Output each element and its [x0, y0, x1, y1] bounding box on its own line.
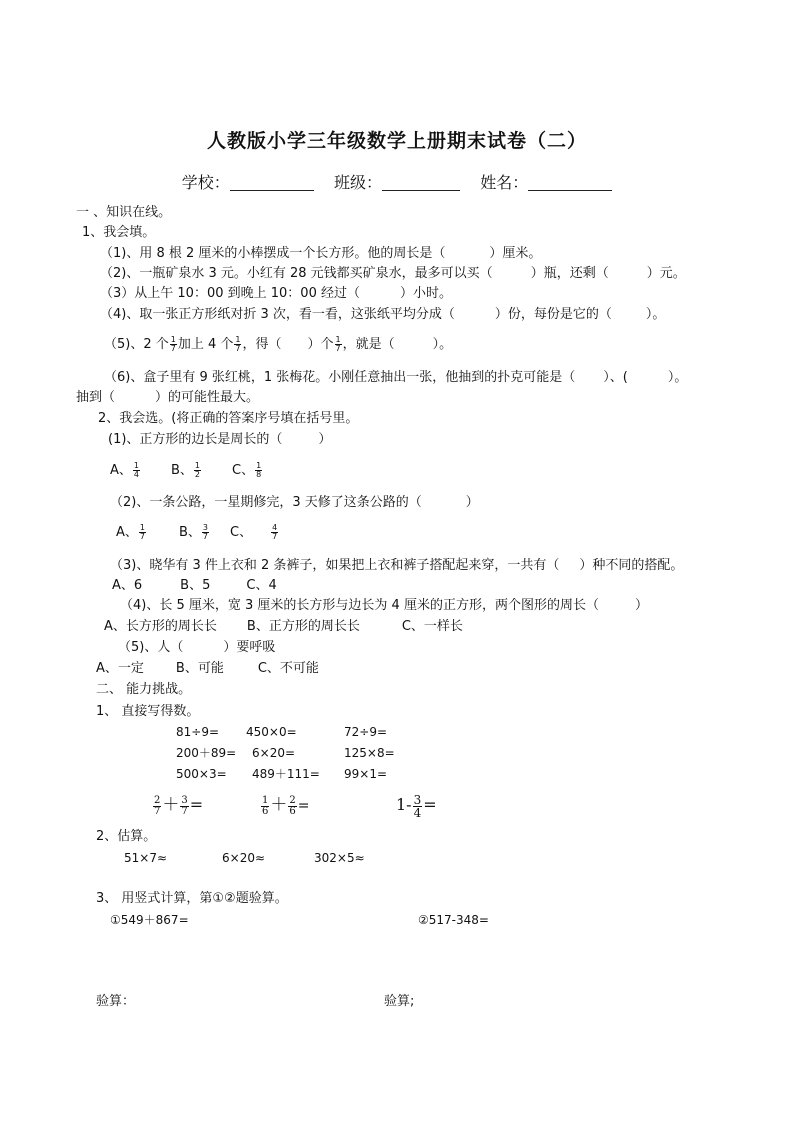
option-b[interactable]: B、可能	[175, 661, 224, 676]
denominator: 7	[235, 344, 241, 353]
question-text: 抽到（	[76, 390, 116, 405]
choice-options-5	[96, 660, 319, 678]
question-text: 加上 4 个	[177, 337, 234, 352]
numerator: 1	[170, 335, 176, 344]
estimate-heading: 2、估算。	[96, 829, 157, 844]
denominator: 6	[289, 806, 296, 817]
question-text: ）	[634, 598, 648, 613]
question-text: （5)、2 个	[104, 337, 169, 352]
option-c[interactable]	[232, 463, 263, 478]
option-b[interactable]: B、正方形的周长长	[246, 619, 360, 634]
fill-question-6-cont	[76, 389, 259, 407]
question-text: ）	[465, 495, 479, 510]
vertical-calc-2: ②517-348=	[418, 913, 489, 927]
option-c[interactable]: C、4	[246, 578, 277, 593]
calc-item: 72÷9=	[344, 725, 388, 739]
choice-options-3	[112, 577, 277, 595]
numerator: 1	[262, 795, 269, 806]
choice-options-2	[116, 524, 279, 542]
fraction	[255, 462, 262, 479]
numerator: 4	[272, 523, 278, 532]
fill-question-4	[100, 306, 665, 324]
vertical-calc-1: ①549＋867=	[110, 913, 189, 927]
choice-options-4	[104, 618, 463, 636]
fill-question-5	[104, 336, 452, 354]
numerator: 3	[181, 795, 188, 806]
choice-question-3	[110, 557, 683, 575]
question-text: ）。	[667, 370, 688, 385]
denominator: 4	[413, 806, 422, 820]
denominator: 2	[194, 470, 201, 479]
option-b[interactable]	[171, 463, 202, 478]
class-blank[interactable]	[382, 174, 460, 191]
calc-item: 81÷9=	[176, 725, 220, 739]
option-c[interactable]	[230, 525, 279, 540]
plus-sign: ＋	[270, 795, 288, 815]
fill-question-6	[104, 369, 687, 387]
choice-question-4	[120, 597, 648, 615]
fraction	[180, 796, 188, 817]
numerator: 3	[202, 523, 209, 532]
option-c[interactable]: C、不可能	[257, 661, 319, 676]
calc-item: 450×0=	[246, 725, 297, 739]
choice-question-1	[108, 431, 331, 449]
choice-options-1	[110, 462, 263, 480]
question-text: ，得（	[242, 337, 282, 352]
question-text: （4)、长 5 厘米，宽 3 厘米的长方形与边长为 4 厘米的正方形，两个图形的周长（	[120, 598, 599, 613]
fraction	[153, 796, 161, 817]
option-label: A、	[116, 525, 138, 540]
equals-sign: =	[189, 795, 204, 814]
fraction	[202, 524, 209, 541]
option-c[interactable]: C、一样长	[401, 619, 463, 634]
choice-question-5	[118, 639, 275, 657]
equals-sign: =	[423, 795, 437, 814]
question-text: （4)、取一张正方形纸对折 3 次，看一看，这张纸平均分成（	[100, 307, 455, 322]
section-2-heading: 二、 能力挑战。	[96, 682, 192, 697]
numerator: 2	[289, 795, 296, 806]
fill-question-3	[100, 285, 452, 303]
numerator: 1	[194, 461, 201, 470]
estimate-item: 6×20≈	[222, 851, 266, 865]
question-text: ）的可能性最大。	[155, 390, 260, 405]
class-label: 班级：	[333, 173, 382, 192]
calc-item: 200＋89=	[176, 746, 237, 760]
denominator: 7	[139, 532, 145, 541]
option-label: C、	[232, 463, 255, 478]
plus-sign: ＋	[162, 795, 180, 815]
option-label: A、	[110, 463, 132, 478]
fill-question-1	[100, 245, 541, 263]
denominator: 7	[202, 532, 209, 541]
denominator: 6	[262, 806, 269, 817]
question-text: （1)、用 8 根 2 厘米的小棒摆成一个长方形。他的周长是（	[100, 246, 446, 261]
question-text: ）瓶，还剩（	[530, 266, 609, 281]
question-text: （2)、一条公路，一星期修完，3 天修了这条公路的（	[110, 495, 422, 510]
question-text: ）、(	[603, 370, 628, 385]
question-text: ）要呼吸	[223, 640, 276, 655]
equals-sign: =	[297, 798, 310, 814]
option-b[interactable]	[179, 525, 210, 540]
fraction-equation-1	[152, 794, 203, 817]
option-label: B、	[179, 525, 201, 540]
denominator: 7	[170, 344, 176, 353]
fill-heading: 1、我会填。	[82, 225, 156, 240]
vertical-heading: 3、 用竖式计算，第①②题验算。	[96, 891, 288, 906]
question-text: （6)、盒子里有 9 张红桃，1 张梅花。小刚任意抽出一张，他抽到的扑克可能是（	[104, 370, 576, 385]
question-text: ）种不同的搭配。	[579, 558, 684, 573]
denominator: 7	[335, 344, 341, 353]
fraction	[133, 462, 140, 479]
option-a[interactable]	[116, 525, 147, 540]
calc-item: 500×3=	[176, 767, 227, 781]
calc-item: 6×20=	[252, 746, 296, 760]
fraction	[194, 462, 201, 479]
fraction	[261, 796, 269, 817]
option-label: B、	[171, 463, 193, 478]
check-label-2: 验算;	[384, 994, 415, 1009]
option-a[interactable]: A、一定	[96, 661, 144, 676]
denominator: 7	[154, 806, 161, 817]
question-text: ）份，每份是它的（	[494, 307, 612, 322]
denominator: 8	[256, 470, 262, 479]
question-text: (1)、正方形的边长是周长的（	[108, 432, 283, 447]
numerator: 1	[256, 461, 262, 470]
question-text: （3)、晓华有 3 件上衣和 2 条裤子，如果把上衣和裤子搭配起来穿，一共有（	[110, 558, 560, 573]
name-label: 姓名：	[480, 173, 529, 192]
option-a[interactable]	[110, 463, 141, 478]
school-blank[interactable]	[230, 174, 314, 191]
denominator: 7	[272, 532, 278, 541]
numerator: 2	[154, 795, 161, 806]
option-label: C、	[230, 525, 253, 540]
option-a[interactable]: A、6	[112, 578, 143, 593]
question-text: ，就是（	[342, 337, 395, 352]
question-text: （3）从上午 10：00 到晚上 10：00 经过（	[100, 286, 360, 301]
fraction	[234, 336, 241, 353]
option-b[interactable]: B、5	[180, 578, 211, 593]
name-blank[interactable]	[528, 174, 612, 191]
estimate-item: 302×5≈	[314, 851, 365, 865]
question-text: ）	[318, 432, 332, 447]
option-a[interactable]: A、长方形的周长长	[104, 619, 217, 634]
check-label-1: 验算：	[96, 994, 136, 1009]
question-text: ）厘米。	[489, 246, 542, 261]
numerator: 3	[413, 793, 422, 807]
estimate-item: 51×7≈	[124, 851, 168, 865]
choose-heading: 2、我会选。(将正确的答案序号填在括号里。	[98, 411, 359, 426]
numerator: 1	[139, 523, 145, 532]
direct-heading: 1、 直接写得数。	[96, 704, 200, 719]
question-text: ）个	[307, 337, 334, 352]
calc-item: 125×8=	[344, 746, 395, 760]
fraction	[413, 794, 423, 819]
fraction-equation-2	[260, 794, 309, 817]
numerator: 1	[235, 335, 241, 344]
calc-item: 489＋111=	[252, 767, 320, 781]
minuend: 1-	[396, 795, 412, 814]
question-text: （5)、人（	[118, 640, 184, 655]
fraction	[288, 796, 296, 817]
fraction	[335, 336, 342, 353]
fraction	[271, 524, 278, 541]
question-text: ）。	[645, 307, 666, 322]
question-text: （2)、一瓶矿泉水 3 元。小红有 28 元钱都买矿泉水，最多可以买（	[100, 266, 493, 281]
fill-question-2	[100, 265, 686, 283]
calc-item: 99×1=	[344, 767, 388, 781]
numerator: 1	[133, 461, 139, 470]
student-info-line	[0, 170, 794, 193]
numerator: 1	[335, 335, 341, 344]
choice-question-2	[110, 494, 479, 512]
question-text: ）小时。	[399, 286, 452, 301]
school-label: 学校：	[181, 173, 230, 192]
page-title: 人教版小学三年级数学上册期末试卷（二）	[206, 130, 587, 152]
denominator: 7	[181, 806, 188, 817]
fraction	[139, 524, 146, 541]
denominator: 4	[133, 470, 139, 479]
fraction-equation-3	[396, 794, 437, 819]
fraction	[170, 336, 177, 353]
question-text: ）。	[432, 337, 453, 352]
section-1-heading: 一 、知识在线。	[76, 205, 172, 220]
question-text: ）元。	[646, 266, 686, 281]
